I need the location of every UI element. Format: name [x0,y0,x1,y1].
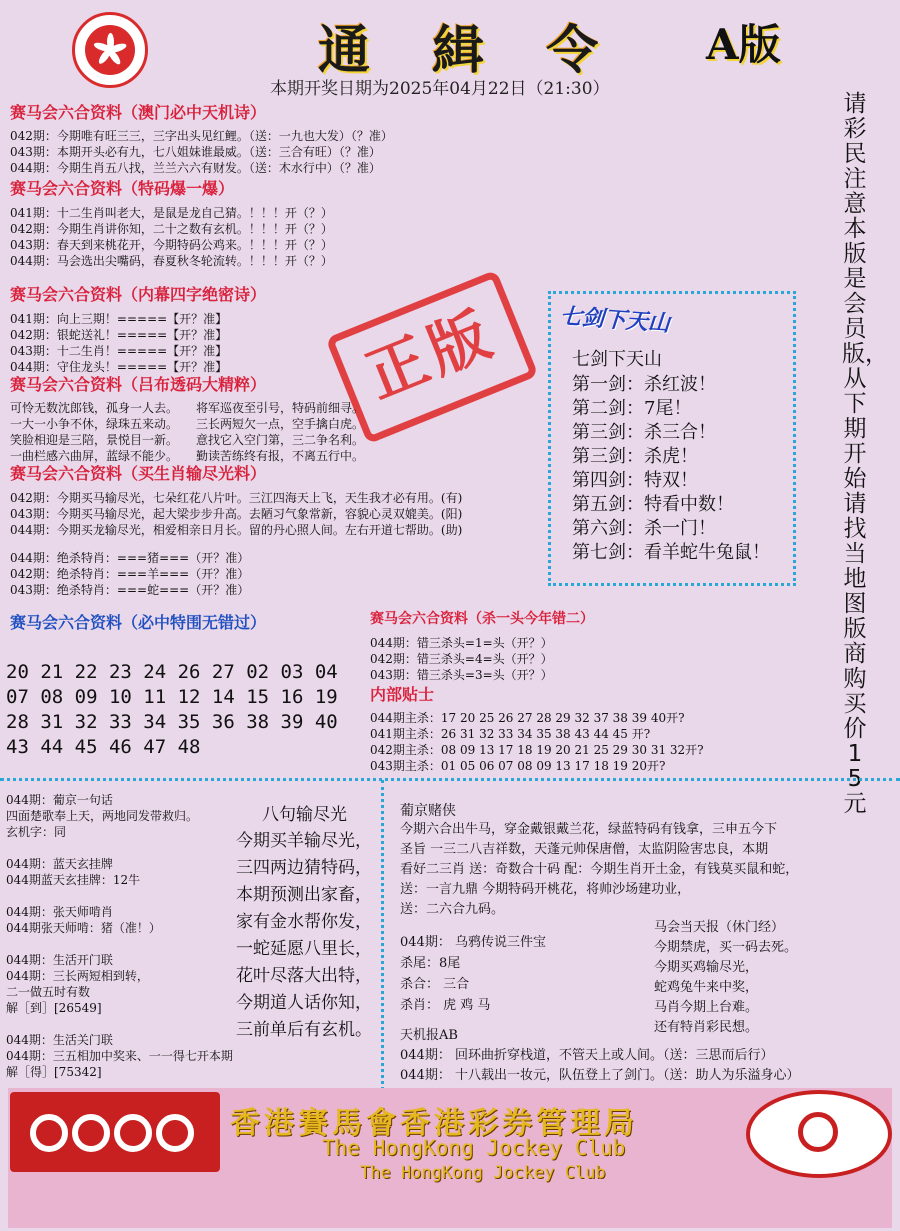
poem-line: 本期预测出家畜， [236,885,372,905]
list-item: 044期：今期生肖五八找，兰兰六六有财发。（送：木水行中）（？准） [10,161,381,175]
list-item: 杀合： 三合 [400,977,470,992]
list-item: 第一剑：杀红波！ [572,374,716,395]
list-item: 042期：今期生肖讲你知，二十之数有玄机。！！！开（？） [10,222,333,236]
list-item: 043期：今期买马输尽光，起大梁步步升高。去陋习气象常新，容貌心灵双媲美。(阳) [10,507,463,521]
list-item: 第六剑：杀一门！ [572,518,716,539]
list-item: 044期：葡京一句话 [6,793,113,807]
poem-title: 八句输尽光 [262,805,347,825]
list-item: 044期：守住龙头！=====【开？准】 [10,360,228,374]
list-item: 今期六合出牛马，穿金戴银戴兰花，绿蓝特码有钱拿，三申五今下 [400,822,778,837]
poem-line: 今期买羊输尽光， [236,831,372,851]
number-row: 28 31 32 33 34 35 36 38 39 40 [6,711,338,733]
section-title: 赛马会六合资料（买生肖输尽光料） [10,464,267,483]
divider [381,780,384,1090]
list-item: 044期：绝杀特肖：===猪===（开？准） [10,551,250,565]
list-item: 蛇鸡兔牛来中奖， [654,980,759,995]
section-title: 赛马会六合资料（吕布透码大精粹） [10,375,267,394]
list-item: 圣旨 一三二八吉祥数，天蓬元帅保唐僧，太监阴险害忠良，本期 [400,842,769,857]
list-item: 还有特肖彩民想。 [654,1020,759,1035]
list-item: 第三剑：杀虎！ [572,446,698,467]
list-item: 今期买鸡输尽光， [654,960,759,975]
section-title: 赛马会六合资料（杀一头今年错二） [370,611,594,627]
number-row: 20 21 22 23 24 26 27 02 03 04 [6,661,338,683]
draw-date: 本期开奖日期为2025年04月22日（21:30） [270,79,610,99]
list-item: 看好二三肖 送：奇数合十码 配：今期生肖开土金，有钱莫买鼠和蛇， [400,862,799,877]
section-title: 赛马会六合资料（澳门必中天机诗） [10,103,267,122]
list-item: 送：二六合九码。 [400,902,505,917]
casino-tips [400,820,798,920]
list-item: 可怜无数沈郎钱，孤身一人去。 将军巡夜至引号，特码前细寻。 [10,401,365,415]
list-item: 044期： 乌鸦传说三件宝 [400,935,546,950]
section-title: 内部贴士 [370,685,435,704]
poem-line: 今期道人话你知， [236,993,372,1013]
list-item: 043期：春天到来桃花开，今期特码公鸡来。！！！开（？） [10,238,333,252]
list-item: 042期：今期买马输尽光，七朵红花八片叶。三江四海天上飞，天生我才必有用。(有) [10,491,463,505]
list-item: 第三剑：杀三合！ [572,422,716,443]
list-item: 解［到］[26549] [6,1001,102,1015]
edition-label: A版 [706,20,781,69]
list-item: 042期主杀：08 09 13 17 18 19 20 21 25 29 30 31 32开? [370,743,704,757]
list-item: 解［得］[75342] [6,1065,102,1079]
list-item: 第四剑：特双！ [572,470,698,491]
list-item: 杀尾：8尾 [400,956,461,971]
list-item: 044期：今期买龙输尽光，相爱相亲日月长。留的丹心照人间。左右开道七帮助。(助) [10,523,463,537]
poem-line: 花叶尽落大出特， [236,966,372,986]
poem-line: 三前单后有玄机。 [236,1020,372,1040]
section-title: 天机报AB [400,1028,458,1043]
number-row: 43 44 45 46 47 48 [6,736,201,758]
number-row: 07 08 09 10 11 12 14 15 16 19 [6,686,338,708]
list-item: 044期：生活开门联 [6,953,113,967]
list-item: 043期：绝杀特肖：===蛇===（开？准） [10,583,250,597]
list-item: 041期主杀：26 31 32 33 34 35 38 43 44 45 开? [370,727,651,741]
spacer [6,1016,233,1032]
number-grid [6,660,346,760]
horse-report [654,918,797,1038]
list-item: 042期：绝杀特肖：===羊===（开？准） [10,567,250,581]
section-title: 葡京赌侠 [400,803,456,819]
list-item: 玄机字：同 [6,825,67,839]
list-item: 一大一小争不休，绿珠五来动。 三长两短欠一点，空手擒白虎。 [10,417,365,431]
list-item: 第五剑：特看中数！ [572,494,734,515]
spacer [6,888,233,904]
section-title: 赛马会六合资料（内幕四字绝密诗） [10,285,267,304]
list-item: 044期张天师啃：猪（准！） [6,921,161,935]
section-title: 马会当天报（休门经） [654,920,785,935]
left-tips-column [6,792,233,1080]
list-item: 043期：十二生肖！=====【开？准】 [10,344,228,358]
list-item: 杀肖： 虎 鸡 马 [400,998,491,1013]
list-item: 044期：蓝天玄挂牌 [6,857,113,871]
tianji-report [400,1026,799,1086]
poem-line: 三四两边猜特码， [236,858,372,878]
lottery-logo [10,1092,220,1172]
jockey-club-logo [746,1090,892,1178]
list-item: 042期：今期唯有旺三三，三字出头见红鲤。（送：一九也大发）（？准） [10,129,393,143]
footer-org-english: The HongKong Jockey Club [322,1136,626,1160]
list-item: 044期主杀：17 20 25 26 27 28 29 32 37 38 39 40开? [370,711,685,725]
section-title: 赛马会六合资料（特码爆一爆） [10,179,235,198]
list-item: 044期：张天师啃肖 [6,905,113,919]
poem-line: 一蛇延愿八里长， [236,939,372,959]
list-item: 043期主杀：01 05 06 07 08 09 13 17 18 19 20开? [370,759,666,773]
crow-tips [400,932,546,1016]
list-item: 马肖今期上台难。 [654,1000,759,1015]
page-title: 通 緝 令 [318,21,621,81]
spacer [6,936,233,952]
list-item: 042期：错三杀头=4=头（开？） [370,652,553,666]
list-item: 044期：三长两短相到转， [6,969,149,983]
list-item: 043期：本期开头必有九，七八姐妹谁最威。（送：三合有旺）（？准） [10,145,381,159]
list-item: 一曲栏感六曲屏，蓝绿不能少。 勤读苦练终有报，不离五行中。 [10,449,365,463]
list-item: 041期：十二生肖叫老大，是鼠是龙自己猜。！！！开（？） [10,206,333,220]
list-item: 044期：错三杀头=1=头（开？） [370,636,553,650]
list-item: 送：一言九鼎 今期特码开桃花，将帅沙场建功业， [400,882,691,897]
poem-line: 家有金水帮你发， [236,912,372,932]
list-item: 044期： 十八载出一妆元，队伍登上了剑门。（送：助人为乐溢身心） [400,1068,800,1083]
section-title: 赛马会六合资料（必中特围无错过） [10,613,267,632]
list-item: 041期：向上三期！=====【开？准】 [10,312,228,326]
footer-org-english-2: The HongKong Jockey Club [360,1163,606,1183]
list-item: 四面楚歌奉上天，两地同发带救归。 [6,809,199,823]
list-item: 044期蓝天玄挂牌：12牛 [6,873,141,887]
list-item: 第二剑：7尾！ [572,398,692,419]
authentic-stamp: 正版 [325,270,538,445]
list-item: 044期：三五相加中奖来、一一得七开本期 [6,1049,233,1063]
list-item: 二一做五时有数 [6,985,91,999]
list-item: 044期： 回环曲折穿栈道，不管天上或人间。（送：三思而后行） [400,1048,774,1063]
list-item: 今期禁虎，买一码去死。 [654,940,798,955]
footer-org-name: 香港賽馬會香港彩券管理局 [230,1106,638,1141]
list-item: 042期：银蛇送礼！=====【开？准】 [10,328,228,342]
member-notice: 请彩民注意本版是会员版，从下期开始请找当地图版商购买价15元 [842,91,888,817]
spacer [6,840,233,856]
hk-emblem-logo [72,12,148,88]
divider [0,778,900,781]
list-item: 第七剑：看羊蛇牛兔鼠！ [572,542,770,563]
list-item: 笑脸相迎是三陪，景悦目一新。 意找它入空门第，三二争名利。 [10,433,365,447]
list-item: 七剑下天山 [572,349,662,370]
list-item: 043期：错三杀头=3=头（开？） [370,668,553,682]
seven-swords-title: 七剑下天山 [559,303,671,337]
list-item: 044期：生活关门联 [6,1033,113,1047]
list-item: 044期：马会选出尖嘴码，春夏秋冬轮流转。！！！开（？） [10,254,333,268]
